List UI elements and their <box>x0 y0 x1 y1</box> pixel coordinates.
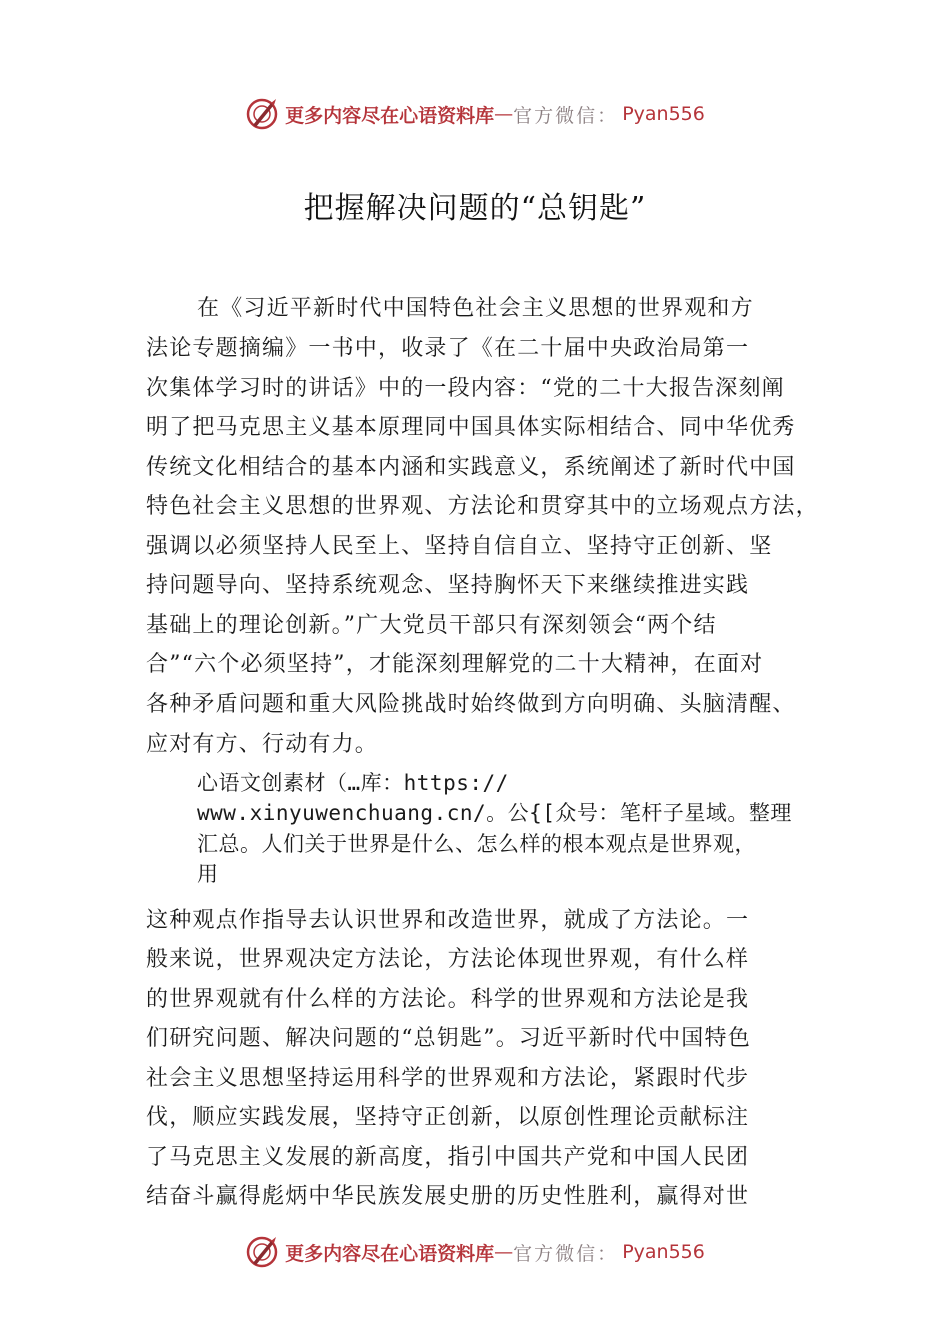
page-title: 把握解决问题的“总钥匙” <box>303 191 647 226</box>
header-banner <box>0 94 950 134</box>
banner-wechat-label: 官方微信： <box>513 1242 619 1265</box>
quill-logo-icon <box>245 97 279 131</box>
body-line: 持问题导向、坚持系统观念、坚持胸怀天下来继续推进实践 <box>146 573 750 598</box>
inserted-line: 心语文创素材（…库：https:// <box>197 771 509 795</box>
body-line: 了马克思主义发展的新高度，指引中国共产党和中国人民团 <box>146 1145 750 1170</box>
body-line: 伐，顺应实践发展，坚持守正创新，以原创性理论贡献标注 <box>146 1105 750 1130</box>
body-line: 特色社会主义思想的世界观、方法论和贯穿其中的立场观点方法， <box>146 494 819 519</box>
body-line: 法论专题摘编》一书中，收录了《在二十届中央政治局第一 <box>146 336 750 361</box>
banner-separator: — <box>494 103 514 125</box>
footer-banner <box>0 1232 950 1272</box>
banner-wechat-id: Pyan556 <box>622 103 705 125</box>
body-line: 在《习近平新时代中国特色社会主义思想的世界观和方 <box>197 296 754 321</box>
body-line: 社会主义思想坚持运用科学的世界观和方法论，紧跟时代步 <box>146 1066 750 1091</box>
banner-wechat-id: Pyan556 <box>622 1241 705 1263</box>
banner-brand: 更多内容尽在心语资料库 <box>285 104 495 127</box>
body-line: 这种观点作指导去认识世界和改造世界，就成了方法论。一 <box>146 908 750 933</box>
body-line: 们研究问题、解决问题的“总钥匙”。习近平新时代中国特色 <box>146 1026 751 1051</box>
body-line: 应对有方、行动有力。 <box>146 732 379 757</box>
body-line: 基础上的理论创新。”广大党员干部只有深刻领会“两个结 <box>146 613 717 638</box>
inserted-line: 用 <box>197 862 219 886</box>
body-line: 合”“六个必须坚持”，才能深刻理解党的二十大精神，在面对 <box>146 652 764 677</box>
quill-logo-icon <box>245 1235 279 1269</box>
body-line: 各种矛盾问题和重大风险挑战时始终做到方向明确、头脑清醒、 <box>146 692 796 717</box>
banner-brand: 更多内容尽在心语资料库 <box>285 1242 495 1265</box>
body-line: 的世界观就有什么样的方法论。科学的世界观和方法论是我 <box>146 987 750 1012</box>
inserted-line: www.xinyuwenchuang.cn/。公{[众号：笔杆子星域。整理 <box>197 801 792 825</box>
body-line: 强调以必须坚持人民至上、坚持自信自立、坚持守正创新、坚 <box>146 534 773 559</box>
banner-wechat-label: 官方微信： <box>513 104 619 127</box>
body-line: 结奋斗赢得彪炳中华民族发展史册的历史性胜利，赢得对世 <box>146 1184 750 1209</box>
inserted-line: 汇总。人们关于世界是什么、怎么样的根本观点是世界观， <box>197 832 756 856</box>
banner-separator: — <box>494 1241 514 1263</box>
body-line: 明了把马克思主义基本原理同中国具体实际相结合、同中华优秀 <box>146 415 796 440</box>
body-line: 次集体学习时的讲话》中的一段内容：“党的二十大报告深刻阐 <box>146 376 785 401</box>
body-line: 般来说，世界观决定方法论，方法论体现世界观，有什么样 <box>146 947 750 972</box>
body-line: 传统文化相结合的基本内涵和实践意义，系统阐述了新时代中国 <box>146 455 796 480</box>
